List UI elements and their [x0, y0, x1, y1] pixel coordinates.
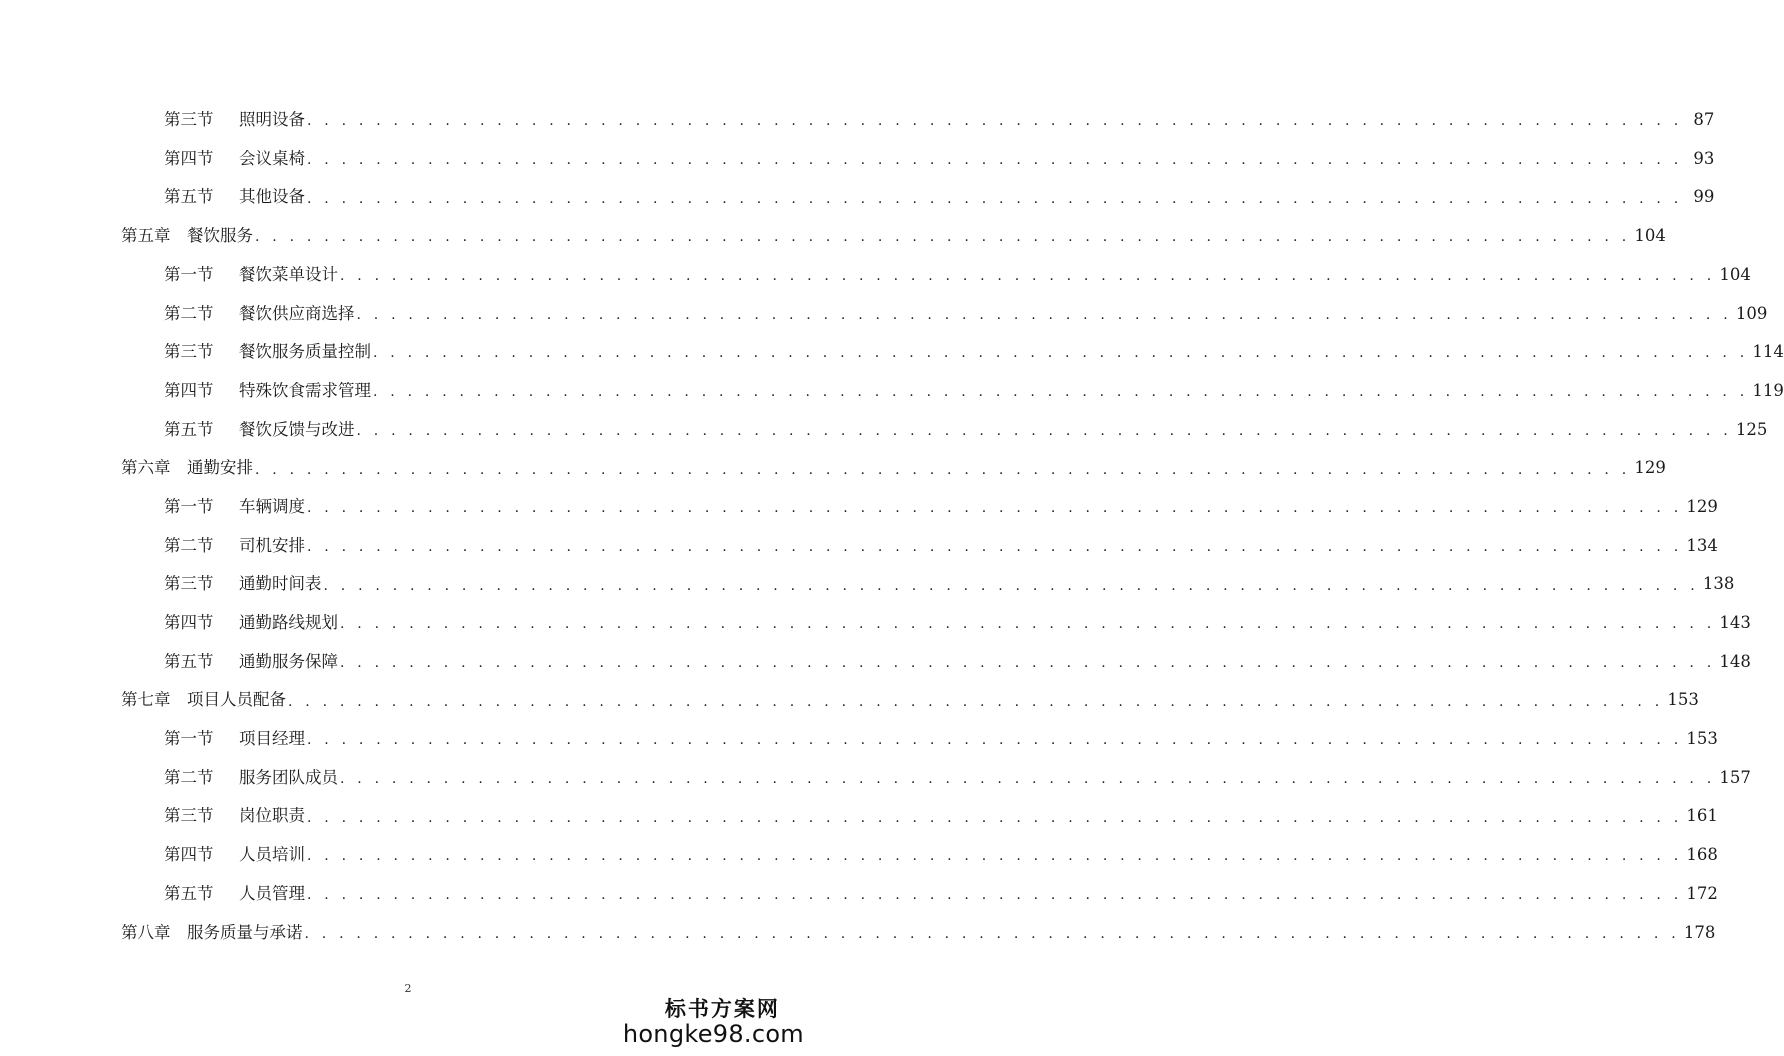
toc-entry-label [164, 112, 305, 129]
toc-entry-title: 项目经理 [239, 729, 305, 749]
toc-entry-page: 178 [1683, 922, 1716, 942]
toc-entry-label [164, 731, 305, 748]
toc-chapter-entry [0, 217, 1666, 256]
toc-entry-number: 第五节 [164, 187, 214, 207]
toc-section-entry [0, 333, 1784, 372]
toc-dot-leader: . . . . . . . . . . . . . . . . . . . . . . . . . . . . . . . . . . . . . . . . . . . . . . . . . . . . . . . . . . . . . . . . . . . . . . . . . . . . . . . . [307, 152, 1683, 169]
toc-entry-number: 第六章 [121, 458, 171, 478]
toc-section-entry [0, 720, 1718, 759]
toc-chapter-entry [0, 913, 1716, 952]
toc-section-entry [0, 604, 1751, 643]
toc-dot-leader: . . . . . . . . . . . . . . . . . . . . . . . . . . . . . . . . . . . . . . . . . . . . . . . . . . . . . . . . . . . . . . . . . . . . . . . . . . . . . . . . [356, 306, 1732, 323]
toc-dot-leader: . . . . . . . . . . . . . . . . . . . . . . . . . . . . . . . . . . . . . . . . . . . . . . . . . . . . . . . . . . . . . . . . . . . . . . . . . . . . . . . . [255, 229, 1631, 246]
site-watermark [623, 999, 804, 1046]
toc-entry-title: 服务质量与承诺 [187, 922, 303, 942]
toc-entry-label [121, 922, 303, 942]
toc-entry-title: 人员管理 [239, 883, 305, 903]
toc-entry-title: 司机安排 [239, 535, 305, 555]
toc-entry-label [164, 651, 338, 671]
toc-dot-leader: . . . . . . . . . . . . . . . . . . . . . . . . . . . . . . . . . . . . . . . . . . . . . . . . . . . . . . . . . . . . . . . . . . . . . . . . . . . . . . . . [340, 616, 1716, 633]
toc-entry-title: 照明设备 [239, 110, 305, 130]
watermark-name: 标书方案网 [664, 997, 780, 1021]
toc-section-entry [0, 178, 1715, 217]
toc-entry-number: 第四节 [164, 148, 214, 168]
toc-dot-leader: . . . . . . . . . . . . . . . . . . . . . . . . . . . . . . . . . . . . . . . . . . . . . . . . . . . . . . . . . . . . . . . . . . . . . . . . . . . . . . . . [340, 268, 1716, 285]
toc-entry-label [121, 692, 286, 709]
toc-entry-title: 特殊饮食需求管理 [239, 380, 371, 400]
toc-chapter-entry [0, 681, 1699, 720]
toc-entry-page: 109 [1735, 303, 1768, 323]
toc-section-entry [0, 875, 1718, 914]
toc-entry-page: 129 [1634, 458, 1666, 478]
toc-entry-title: 餐饮菜单设计 [239, 264, 338, 284]
toc-section-entry [0, 836, 1718, 875]
toc-entry-title: 通勤路线规划 [239, 613, 338, 633]
toc-entry-number: 第三节 [164, 342, 214, 362]
toc-chapter-entry [0, 449, 1666, 488]
toc-entry-page: 125 [1735, 419, 1768, 439]
toc-entry-label [164, 576, 322, 593]
toc-entry-label [164, 344, 371, 361]
toc-entry-number: 第八章 [121, 922, 171, 942]
toc-entry-title: 通勤服务保障 [239, 651, 338, 671]
toc-dot-leader: . . . . . . . . . . . . . . . . . . . . . . . . . . . . . . . . . . . . . . . . . . . . . . . . . . . . . . . . . . . . . . . . . . . . . . . . . . . . . . . . [288, 693, 1664, 710]
toc-entry-title: 通勤时间表 [239, 574, 322, 594]
toc-entry-title: 项目人员配备 [187, 690, 286, 710]
toc-entry-page: 138 [1702, 574, 1735, 594]
toc-dot-leader: . . . . . . . . . . . . . . . . . . . . . . . . . . . . . . . . . . . . . . . . . . . . . . . . . . . . . . . . . . . . . . . . . . . . . . . . . . . . . . . . [373, 384, 1749, 401]
toc-entry-page: 148 [1719, 651, 1751, 671]
toc-entry-page: 99 [1693, 187, 1715, 207]
toc-section-entry [0, 488, 1718, 527]
toc-section-entry [0, 372, 1784, 411]
toc-entry-title: 岗位职责 [239, 806, 305, 826]
toc-entry-title: 餐饮服务 [187, 226, 253, 246]
toc-entry-page: 143 [1719, 613, 1751, 633]
toc-section-entry [0, 759, 1751, 798]
toc-entry-page: 157 [1719, 767, 1751, 787]
toc-dot-leader: . . . . . . . . . . . . . . . . . . . . . . . . . . . . . . . . . . . . . . . . . . . . . . . . . . . . . . . . . . . . . . . . . . . . . . . . . . . . . . . . [340, 654, 1716, 671]
toc-section-entry [0, 565, 1735, 604]
toc-entry-title: 通勤安排 [187, 458, 253, 478]
toc-entry-page: 87 [1693, 110, 1715, 130]
toc-entry-number: 第七章 [121, 690, 171, 710]
table-of-contents [0, 101, 1784, 952]
toc-entry-page: 153 [1667, 690, 1699, 710]
toc-dot-leader: . . . . . . . . . . . . . . . . . . . . . . . . . . . . . . . . . . . . . . . . . . . . . . . . . . . . . . . . . . . . . . . . . . . . . . . . . . . . . . . . [307, 190, 1683, 207]
toc-entry-label [164, 148, 305, 168]
toc-dot-leader: . . . . . . . . . . . . . . . . . . . . . . . . . . . . . . . . . . . . . . . . . . . . . . . . . . . . . . . . . . . . . . . . . . . . . . . . . . . . . . . . [304, 925, 1680, 942]
toc-entry-number: 第五章 [121, 226, 171, 246]
toc-entry-title: 餐饮反馈与改进 [239, 419, 355, 439]
toc-entry-label [164, 883, 305, 903]
toc-entry-label [121, 228, 253, 245]
toc-entry-label [164, 535, 305, 555]
toc-entry-page: 172 [1686, 883, 1718, 903]
toc-entry-number: 第五节 [164, 651, 214, 671]
toc-entry-page: 119 [1752, 380, 1784, 400]
toc-dot-leader: . . . . . . . . . . . . . . . . . . . . . . . . . . . . . . . . . . . . . . . . . . . . . . . . . . . . . . . . . . . . . . . . . . . . . . . . . . . . . . . . [307, 732, 1683, 749]
toc-entry-number: 第三节 [164, 806, 214, 826]
page-number: 2 [404, 982, 412, 995]
toc-entry-label [164, 847, 305, 864]
toc-entry-number: 第三节 [164, 574, 214, 594]
toc-entry-label [164, 615, 338, 632]
toc-entry-label [164, 303, 355, 323]
toc-entry-number: 第三节 [164, 110, 214, 130]
toc-entry-page: 104 [1719, 264, 1751, 284]
toc-entry-number: 第五节 [164, 883, 214, 903]
toc-entry-number: 第一节 [164, 496, 214, 516]
toc-section-entry [0, 256, 1751, 295]
toc-entry-title: 会议桌椅 [239, 148, 305, 168]
toc-entry-page: 161 [1686, 806, 1718, 826]
toc-entry-number: 第一节 [164, 729, 214, 749]
toc-entry-page: 153 [1686, 729, 1718, 749]
toc-section-entry [0, 797, 1718, 836]
toc-entry-title: 餐饮供应商选择 [239, 303, 355, 323]
toc-section-entry [0, 527, 1718, 566]
toc-entry-label [164, 189, 305, 206]
toc-dot-leader: . . . . . . . . . . . . . . . . . . . . . . . . . . . . . . . . . . . . . . . . . . . . . . . . . . . . . . . . . . . . . . . . . . . . . . . . . . . . . . . . [307, 887, 1683, 904]
toc-entry-title: 餐饮服务质量控制 [239, 342, 371, 362]
toc-dot-leader: . . . . . . . . . . . . . . . . . . . . . . . . . . . . . . . . . . . . . . . . . . . . . . . . . . . . . . . . . . . . . . . . . . . . . . . . . . . . . . . . [307, 500, 1683, 517]
toc-dot-leader: . . . . . . . . . . . . . . . . . . . . . . . . . . . . . . . . . . . . . . . . . . . . . . . . . . . . . . . . . . . . . . . . . . . . . . . . . . . . . . . . [255, 461, 1631, 478]
toc-dot-leader: . . . . . . . . . . . . . . . . . . . . . . . . . . . . . . . . . . . . . . . . . . . . . . . . . . . . . . . . . . . . . . . . . . . . . . . . . . . . . . . . [307, 538, 1683, 555]
toc-entry-number: 第二节 [164, 303, 214, 323]
toc-entry-page: 104 [1634, 226, 1666, 246]
toc-entry-label [164, 419, 355, 439]
toc-section-entry [0, 294, 1768, 333]
toc-dot-leader: . . . . . . . . . . . . . . . . . . . . . . . . . . . . . . . . . . . . . . . . . . . . . . . . . . . . . . . . . . . . . . . . . . . . . . . . . . . . . . . . [373, 345, 1749, 362]
toc-entry-number: 第五节 [164, 419, 214, 439]
toc-entry-title: 其他设备 [239, 187, 305, 207]
toc-dot-leader: . . . . . . . . . . . . . . . . . . . . . . . . . . . . . . . . . . . . . . . . . . . . . . . . . . . . . . . . . . . . . . . . . . . . . . . . . . . . . . . . [307, 848, 1683, 865]
toc-entry-number: 第一节 [164, 264, 214, 284]
toc-entry-label [164, 264, 338, 284]
toc-entry-label [121, 460, 253, 477]
toc-entry-number: 第四节 [164, 613, 214, 633]
toc-entry-page: 129 [1686, 496, 1718, 516]
toc-entry-page: 134 [1686, 535, 1718, 555]
toc-entry-number: 第二节 [164, 535, 214, 555]
toc-entry-page: 93 [1693, 148, 1715, 168]
toc-dot-leader: . . . . . . . . . . . . . . . . . . . . . . . . . . . . . . . . . . . . . . . . . . . . . . . . . . . . . . . . . . . . . . . . . . . . . . . . . . . . . . . . [307, 809, 1683, 826]
toc-entry-number: 第二节 [164, 767, 214, 787]
toc-section-entry [0, 140, 1715, 179]
toc-dot-leader: . . . . . . . . . . . . . . . . . . . . . . . . . . . . . . . . . . . . . . . . . . . . . . . . . . . . . . . . . . . . . . . . . . . . . . . . . . . . . . . . [356, 422, 1732, 439]
toc-dot-leader: . . . . . . . . . . . . . . . . . . . . . . . . . . . . . . . . . . . . . . . . . . . . . . . . . . . . . . . . . . . . . . . . . . . . . . . . . . . . . . . . [340, 771, 1716, 788]
toc-entry-page: 114 [1752, 342, 1784, 362]
toc-entry-number: 第四节 [164, 845, 214, 865]
toc-entry-label [164, 808, 305, 825]
toc-entry-number: 第四节 [164, 380, 214, 400]
toc-entry-label [164, 380, 371, 400]
toc-section-entry [0, 643, 1751, 682]
watermark-url: hongke98.com [622, 1020, 804, 1048]
toc-section-entry [0, 411, 1768, 450]
toc-dot-leader: . . . . . . . . . . . . . . . . . . . . . . . . . . . . . . . . . . . . . . . . . . . . . . . . . . . . . . . . . . . . . . . . . . . . . . . . . . . . . . . . [307, 113, 1683, 130]
toc-section-entry [0, 101, 1715, 140]
toc-entry-label [164, 767, 338, 787]
toc-dot-leader: . . . . . . . . . . . . . . . . . . . . . . . . . . . . . . . . . . . . . . . . . . . . . . . . . . . . . . . . . . . . . . . . . . . . . . . . . . . . . . . . [323, 577, 1699, 594]
toc-entry-title: 服务团队成员 [239, 767, 338, 787]
toc-entry-label [164, 496, 305, 516]
toc-entry-title: 车辆调度 [239, 496, 305, 516]
toc-entry-page: 168 [1686, 845, 1718, 865]
toc-entry-title: 人员培训 [239, 845, 305, 865]
